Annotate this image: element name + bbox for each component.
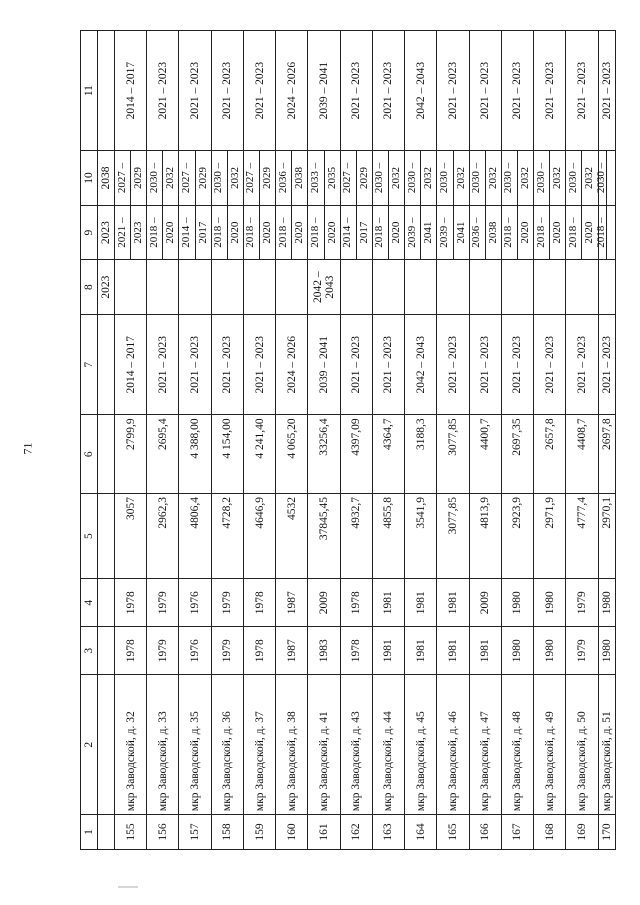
total-area-cell: 4806,4 — [179, 494, 211, 579]
period-end: 2020 — [162, 206, 179, 260]
table-row — [276, 31, 308, 850]
year-built-cell: 1980 — [598, 627, 615, 675]
living-area-cell: 4 388,00 — [179, 415, 211, 494]
period-start: 2027 – — [341, 162, 354, 194]
period-end: 2035 — [324, 151, 341, 205]
row-number-cell: 157 — [179, 815, 211, 850]
period-start: 2030 – — [373, 162, 386, 194]
continued-row — [98, 31, 115, 850]
period-cell: 2021 – 2023 — [501, 314, 533, 414]
period-extra-cell — [372, 260, 404, 315]
period-start: 2030 – — [437, 162, 450, 194]
column-header-5: 5 — [81, 494, 98, 579]
address-cell: мкр Заводской, д. 47 — [469, 675, 501, 815]
address-cell: мкр Заводской, д. 35 — [179, 675, 211, 815]
period-cell-9 — [437, 205, 469, 260]
period-extra-cell — [566, 260, 598, 315]
address-cell: мкр Заводской, д. 38 — [276, 675, 308, 815]
period-end: 2029 — [130, 151, 147, 205]
period-cell-10 — [501, 151, 533, 206]
period-extra-cell — [211, 260, 243, 315]
row-number-cell: 156 — [147, 815, 179, 850]
row-number-cell: 168 — [534, 815, 566, 850]
period-start: 2018 – — [534, 217, 547, 248]
address-cell: мкр Заводской, д. 48 — [501, 675, 533, 815]
year-built-cell: 1979 — [566, 627, 598, 675]
period-end: 2029 — [259, 151, 276, 205]
period-end: 2020 — [227, 206, 244, 260]
total-area-cell: 2923,9 — [501, 494, 533, 579]
living-area-cell: 2799,9 — [115, 415, 147, 494]
period-cell-10 — [469, 151, 501, 206]
period-cell: 2021 – 2023 — [437, 314, 469, 414]
period-start: 2030 – — [502, 162, 515, 194]
address-cell: мкр Заводской, д. 33 — [147, 675, 179, 815]
period-cell-9 — [179, 205, 211, 260]
period-cell-10 — [308, 151, 340, 206]
table-row — [211, 31, 243, 850]
final-period-cell: 2021 – 2023 — [340, 31, 372, 151]
final-period-cell: 2024 – 2026 — [276, 31, 308, 151]
living-area-cell: 4 065,20 — [276, 415, 308, 494]
period-cell-9 — [534, 205, 566, 260]
period-end: 2032 — [227, 151, 244, 205]
period-extra-cell — [179, 260, 211, 315]
period-cell-10 — [372, 151, 404, 206]
table-row — [566, 31, 598, 850]
final-period-cell: 2021 – 2023 — [243, 31, 275, 151]
year-cell: 1978 — [115, 579, 147, 627]
period-end: 2020 — [388, 206, 405, 260]
scan-artifact — [118, 886, 138, 888]
table-row — [598, 31, 615, 850]
period-cell-9 — [405, 205, 437, 260]
final-period-cell: 2021 – 2023 — [147, 31, 179, 151]
year-built-cell: 1978 — [340, 627, 372, 675]
row-number-cell: 160 — [276, 815, 308, 850]
period-end: 2020 — [291, 206, 308, 260]
year-built-cell: 1987 — [276, 627, 308, 675]
continued-cell-8: 2023 — [98, 260, 115, 315]
row-number-cell: 161 — [308, 815, 340, 850]
row-number-cell: 163 — [372, 815, 404, 850]
row-number-cell: 165 — [437, 815, 469, 850]
final-period-cell: 2021 – 2023 — [437, 31, 469, 151]
period-start: 2014 – — [180, 217, 193, 248]
period-extra-cell — [243, 260, 275, 315]
row-number-cell: 166 — [469, 815, 501, 850]
period-start: 2018 – — [147, 217, 160, 248]
period-cell-10 — [437, 151, 469, 206]
year-cell: 1980 — [501, 579, 533, 627]
period-cell: 2021 – 2023 — [147, 314, 179, 414]
address-cell: мкр Заводской, д. 32 — [115, 675, 147, 815]
total-area-cell: 2962,3 — [147, 494, 179, 579]
living-area-cell: 4408,7 — [566, 415, 598, 494]
period-cell-9 — [115, 205, 147, 260]
period-start: 2030 – — [212, 162, 225, 194]
period-cell: 2021 – 2023 — [243, 314, 275, 414]
column-header-2: 2 — [81, 675, 98, 815]
total-area-cell: 4813,9 — [469, 494, 501, 579]
period-cell-9 — [372, 205, 404, 260]
final-period-cell: 2021 – 2023 — [179, 31, 211, 151]
period-start: 2018 – — [502, 217, 515, 248]
period-cell: 2021 – 2023 — [534, 314, 566, 414]
total-area-cell: 4855,8 — [372, 494, 404, 579]
year-cell: 1976 — [179, 579, 211, 627]
living-area-cell: 4 154,00 — [211, 415, 243, 494]
continued-cell-10: 2038 — [98, 151, 115, 206]
year-cell: 2009 — [308, 579, 340, 627]
period-cell-9 — [308, 205, 340, 260]
row-number-cell: 159 — [243, 815, 275, 850]
final-period-cell: 2021 – 2023 — [566, 31, 598, 151]
column-header-1: 1 — [81, 815, 98, 850]
final-period-cell: 2039 – 2041 — [308, 31, 340, 151]
housing-repair-schedule-table — [80, 30, 616, 850]
period-extra-cell — [534, 260, 566, 315]
period-end: 2020 — [549, 206, 566, 260]
period-end: 2029 — [356, 151, 373, 205]
period-end: 2032 — [581, 151, 598, 205]
period-cell-9 — [147, 205, 179, 260]
period-start: 2039 – — [437, 217, 450, 248]
column-header-6: 6 — [81, 415, 98, 494]
year-cell: 1981 — [437, 579, 469, 627]
period-cell-10 — [534, 151, 566, 206]
final-period-cell: 2021 – 2023 — [501, 31, 533, 151]
total-area-cell: 3077,85 — [437, 494, 469, 579]
period-cell-10 — [276, 151, 308, 206]
period-cell: 2021 – 2023 — [211, 314, 243, 414]
table-frame — [80, 30, 616, 850]
column-header-4: 4 — [81, 579, 98, 627]
address-cell: мкр Заводской, д. 41 — [308, 675, 340, 815]
period-cell-10 — [566, 151, 598, 206]
table-row — [501, 31, 533, 850]
period-cell-9 — [276, 205, 308, 260]
period-end: 2038 — [485, 206, 502, 260]
column-header-10: 10 — [81, 151, 98, 206]
period-cell: 2039 – 2041 — [308, 314, 340, 414]
year-cell: 1987 — [276, 579, 308, 627]
period-cell: 2021 – 2023 — [598, 314, 615, 414]
period-extra-cell — [115, 260, 147, 315]
period-end: 2020 — [517, 206, 534, 260]
period-start: 2030 – — [405, 162, 418, 194]
year-built-cell: 1981 — [437, 627, 469, 675]
period-start: 2021 – — [115, 217, 128, 248]
column-header-11: 11 — [81, 31, 98, 151]
period-cell-10 — [340, 151, 372, 206]
final-period-cell: 2021 – 2023 — [211, 31, 243, 151]
period-cell-10 — [211, 151, 243, 206]
year-built-cell: 1980 — [501, 627, 533, 675]
period-end: 2017 — [356, 206, 373, 260]
period-cell-10 — [243, 151, 275, 206]
table-row — [405, 31, 437, 850]
period-end: 2032 — [420, 151, 437, 205]
total-area-cell: 4646,9 — [243, 494, 275, 579]
year-cell: 1981 — [372, 579, 404, 627]
period-end: 2038 — [291, 151, 308, 205]
period-start: 2039 – — [405, 217, 418, 248]
period-cell-9 — [469, 205, 501, 260]
period-start: 2033 – — [308, 162, 321, 194]
final-period-cell: 2014 – 2017 — [115, 31, 147, 151]
period-cell: 2021 – 2023 — [340, 314, 372, 414]
total-area-cell: 37845,45 — [308, 494, 340, 579]
living-area-cell: 3077,85 — [437, 415, 469, 494]
period-end: 2041 — [420, 206, 437, 260]
period-end: 2041 — [453, 206, 470, 260]
period-end: 2020 — [259, 206, 276, 260]
table-row — [147, 31, 179, 850]
period-extra-cell — [437, 260, 469, 315]
year-cell: 1980 — [534, 579, 566, 627]
table-row — [437, 31, 469, 850]
period-cell: 2021 – 2023 — [566, 314, 598, 414]
period-start: 2018 – — [566, 217, 579, 248]
year-cell: 1980 — [598, 579, 615, 627]
period-cell: 2021 – 2023 — [179, 314, 211, 414]
address-cell: мкр Заводской, д. 36 — [211, 675, 243, 815]
period-end: 2032 — [517, 151, 534, 205]
total-area-cell: 4728,2 — [211, 494, 243, 579]
address-cell: мкр Заводской, д. 46 — [437, 675, 469, 815]
period-cell-9 — [211, 205, 243, 260]
period-cell-10 — [179, 151, 211, 206]
address-cell: мкр Заводской, д. 50 — [566, 675, 598, 815]
year-built-cell: 1983 — [308, 627, 340, 675]
final-period-cell: 2021 – 2023 — [372, 31, 404, 151]
period-end: 2017 — [195, 206, 212, 260]
row-number-cell: 170 — [598, 815, 615, 850]
period-end: 2023 — [130, 206, 147, 260]
year-built-cell: 1981 — [372, 627, 404, 675]
period-end: 2032 — [453, 151, 470, 205]
period-start: 2030 – — [534, 162, 547, 194]
period-cell: 2042 – 2043 — [405, 314, 437, 414]
living-area-cell: 2657,8 — [534, 415, 566, 494]
total-area-cell: 4932,7 — [340, 494, 372, 579]
period-extra-cell — [340, 260, 372, 315]
table-row — [179, 31, 211, 850]
year-cell: 1978 — [340, 579, 372, 627]
period-end: 2020 — [324, 206, 341, 260]
year-cell: 1979 — [566, 579, 598, 627]
period-extra-cell — [276, 260, 308, 315]
period-start: 2018 – — [595, 217, 608, 248]
address-cell: мкр Заводской, д. 37 — [243, 675, 275, 815]
living-area-cell: 4364,7 — [372, 415, 404, 494]
period-extra-cell — [405, 260, 437, 315]
period-cell: 2021 – 2023 — [469, 314, 501, 414]
row-number-cell: 169 — [566, 815, 598, 850]
page-number: 71 — [20, 442, 35, 455]
period-cell-9 — [243, 205, 275, 260]
period-start: 2018 – — [244, 217, 257, 248]
period-start: 2030 – — [470, 162, 483, 194]
final-period-cell: 2021 – 2023 — [469, 31, 501, 151]
period-cell-9 — [595, 205, 615, 260]
period-extra-cell: 2042 – 2043 — [308, 260, 340, 315]
period-start: 2036 – — [470, 217, 483, 248]
period-cell-10 — [147, 151, 179, 206]
row-number-cell: 162 — [340, 815, 372, 850]
period-end: 2032 — [485, 151, 502, 205]
continued-cell-9: 2023 — [98, 205, 115, 260]
living-area-cell: 2697,8 — [598, 415, 615, 494]
year-built-cell: 1981 — [405, 627, 437, 675]
living-area-cell: 2695,4 — [147, 415, 179, 494]
period-extra-cell — [598, 260, 615, 315]
year-built-cell: 1981 — [469, 627, 501, 675]
period-end: 2032 — [549, 151, 566, 205]
row-number-cell: 164 — [405, 815, 437, 850]
year-cell: 1978 — [243, 579, 275, 627]
table-row — [308, 31, 340, 850]
period-cell-9 — [501, 205, 533, 260]
table-row — [469, 31, 501, 850]
year-cell: 1979 — [147, 579, 179, 627]
living-area-cell: 4397,09 — [340, 415, 372, 494]
period-start: 2027 – — [244, 162, 257, 194]
row-number-cell: 158 — [211, 815, 243, 850]
period-start: 2014 – — [341, 217, 354, 248]
column-header-8: 8 — [81, 260, 98, 315]
table-row — [340, 31, 372, 850]
period-start: 2018 – — [373, 217, 386, 248]
row-number-cell: 167 — [501, 815, 533, 850]
period-cell: 2021 – 2023 — [372, 314, 404, 414]
period-cell: 2014 – 2017 — [115, 314, 147, 414]
table-row — [534, 31, 566, 850]
year-cell: 2009 — [469, 579, 501, 627]
living-area-cell: 4 241,40 — [243, 415, 275, 494]
total-area-cell: 2971,9 — [534, 494, 566, 579]
address-cell: мкр Заводской, д. 45 — [405, 675, 437, 815]
column-header-7: 7 — [81, 314, 98, 414]
final-period-cell: 2021 – 2023 — [534, 31, 566, 151]
period-end: 2032 — [388, 151, 405, 205]
total-area-cell: 3541,9 — [405, 494, 437, 579]
year-cell: 1981 — [405, 579, 437, 627]
period-extra-cell — [501, 260, 533, 315]
living-area-cell: 33256,4 — [308, 415, 340, 494]
period-end: 2032 — [162, 151, 179, 205]
year-built-cell: 1976 — [179, 627, 211, 675]
year-built-cell: 1978 — [115, 627, 147, 675]
period-cell-9 — [566, 205, 598, 260]
period-extra-cell — [147, 260, 179, 315]
period-start: 2030 – — [147, 162, 160, 194]
column-header-9: 9 — [81, 205, 98, 260]
table-row — [372, 31, 404, 850]
period-start: 2027 – — [180, 162, 193, 194]
period-start: 2036 – — [276, 162, 289, 194]
total-area-cell: 2970,1 — [598, 494, 615, 579]
period-start: 2030 – — [566, 162, 579, 194]
period-cell-10 — [405, 151, 437, 206]
period-start: 2027 – — [115, 162, 128, 194]
address-cell: мкр Заводской, д. 51 — [598, 675, 615, 815]
period-end: 2020 — [581, 206, 598, 260]
total-area-cell: 3057 — [115, 494, 147, 579]
period-start: 2018 – — [212, 217, 225, 248]
column-header-3: 3 — [81, 627, 98, 675]
address-cell: мкр Заводской, д. 43 — [340, 675, 372, 815]
year-built-cell: 1978 — [243, 627, 275, 675]
row-number-cell: 155 — [115, 815, 147, 850]
table-row — [115, 31, 147, 850]
year-built-cell: 1979 — [147, 627, 179, 675]
year-cell: 1979 — [211, 579, 243, 627]
total-area-cell: 4777,4 — [566, 494, 598, 579]
address-cell: мкр Заводской, д. 49 — [534, 675, 566, 815]
period-start: 2018 – — [308, 217, 321, 248]
period-start: 2018 – — [276, 217, 289, 248]
period-start: 2030 – — [595, 162, 608, 194]
final-period-cell: 2021 – 2023 — [598, 31, 615, 151]
period-cell-10 — [115, 151, 147, 206]
period-cell-10 — [595, 151, 615, 206]
period-cell: 2024 – 2026 — [276, 314, 308, 414]
table-row — [243, 31, 275, 850]
total-area-cell: 4532 — [276, 494, 308, 579]
period-end: 2029 — [195, 151, 212, 205]
living-area-cell: 2697,35 — [501, 415, 533, 494]
living-area-cell: 3188,3 — [405, 415, 437, 494]
final-period-cell: 2042 – 2043 — [405, 31, 437, 151]
column-number-row — [81, 31, 98, 850]
period-cell-9 — [340, 205, 372, 260]
year-built-cell: 1979 — [211, 627, 243, 675]
living-area-cell: 4400,7 — [469, 415, 501, 494]
year-built-cell: 1980 — [534, 627, 566, 675]
period-extra-cell — [469, 260, 501, 315]
address-cell: мкр Заводской, д. 44 — [372, 675, 404, 815]
